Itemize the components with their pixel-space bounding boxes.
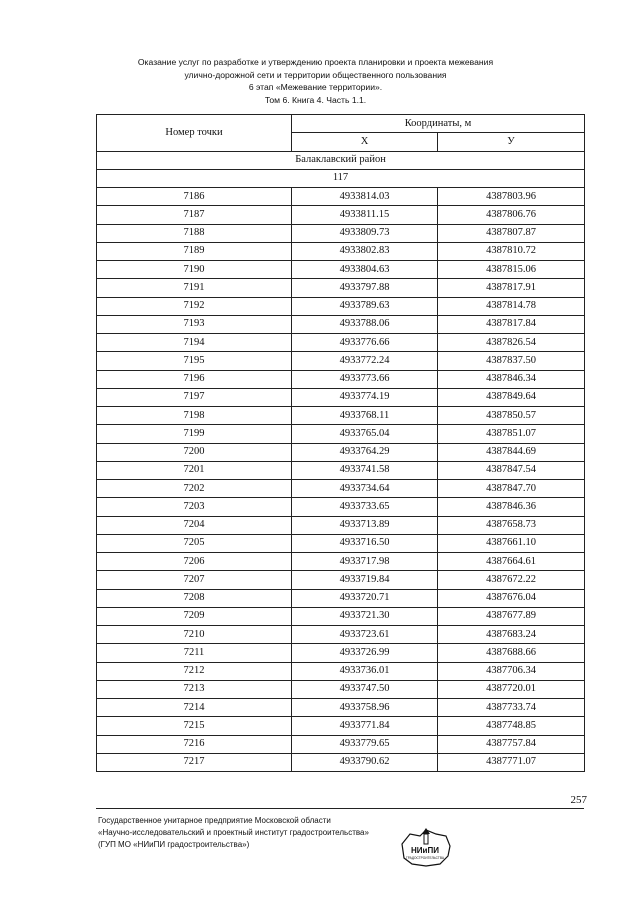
table-row — [97, 717, 585, 735]
table-row — [97, 589, 585, 607]
y-coordinate-cell: 4387847.70 — [438, 480, 585, 498]
x-coordinate-cell: 4933758.96 — [292, 699, 438, 717]
column-header-x: Х — [292, 133, 438, 151]
footer-divider — [96, 808, 584, 809]
point-number-cell: 7197 — [97, 388, 292, 406]
x-coordinate-cell: 4933790.62 — [292, 753, 438, 771]
logo-subtext: ГРАДОСТРОИТЕЛЬСТВА — [406, 856, 444, 860]
institute-logo-icon — [396, 826, 454, 868]
y-coordinate-cell: 4387810.72 — [438, 242, 585, 260]
document-footer — [98, 815, 369, 851]
point-number-cell: 7207 — [97, 571, 292, 589]
point-number-cell: 7208 — [97, 589, 292, 607]
point-number-cell: 7193 — [97, 315, 292, 333]
point-number-cell: 7201 — [97, 461, 292, 479]
y-coordinate-cell: 4387720.01 — [438, 680, 585, 698]
x-coordinate-cell: 4933779.65 — [292, 735, 438, 753]
x-coordinate-cell: 4933802.83 — [292, 242, 438, 260]
x-coordinate-cell: 4933768.11 — [292, 407, 438, 425]
y-coordinate-cell: 4387748.85 — [438, 717, 585, 735]
table-row — [97, 315, 585, 333]
y-coordinate-cell: 4387844.69 — [438, 443, 585, 461]
y-coordinate-cell: 4387803.96 — [438, 188, 585, 206]
footer-line-1: Государственное унитарное предприятие Московской области — [98, 816, 331, 825]
y-coordinate-cell: 4387771.07 — [438, 753, 585, 771]
y-coordinate-cell: 4387814.78 — [438, 297, 585, 315]
table-row — [97, 461, 585, 479]
y-coordinate-cell: 4387849.64 — [438, 388, 585, 406]
point-number-cell: 7211 — [97, 644, 292, 662]
table-row — [97, 553, 585, 571]
table-row — [97, 297, 585, 315]
x-coordinate-cell: 4933764.29 — [292, 443, 438, 461]
y-coordinate-cell: 4387847.54 — [438, 461, 585, 479]
point-number-cell: 7209 — [97, 607, 292, 625]
x-coordinate-cell: 4933788.06 — [292, 315, 438, 333]
table-row — [97, 644, 585, 662]
y-coordinate-cell: 4387664.61 — [438, 553, 585, 571]
y-coordinate-cell: 4387837.50 — [438, 352, 585, 370]
y-coordinate-cell: 4387672.22 — [438, 571, 585, 589]
table-row — [97, 352, 585, 370]
coordinates-table — [96, 114, 585, 772]
table-row — [97, 242, 585, 260]
x-coordinate-cell: 4933774.19 — [292, 388, 438, 406]
y-coordinate-cell: 4387676.04 — [438, 589, 585, 607]
table-row — [97, 534, 585, 552]
table-row — [97, 206, 585, 224]
table-row — [97, 699, 585, 717]
x-coordinate-cell: 4933713.89 — [292, 516, 438, 534]
point-number-cell: 7205 — [97, 534, 292, 552]
section-row: 117 — [97, 169, 585, 187]
x-coordinate-cell: 4933726.99 — [292, 644, 438, 662]
table-row — [97, 443, 585, 461]
point-number-cell: 7188 — [97, 224, 292, 242]
y-coordinate-cell: 4387846.36 — [438, 498, 585, 516]
x-coordinate-cell: 4933721.30 — [292, 607, 438, 625]
x-coordinate-cell: 4933741.58 — [292, 461, 438, 479]
point-number-cell: 7186 — [97, 188, 292, 206]
point-number-cell: 7187 — [97, 206, 292, 224]
table-row — [97, 626, 585, 644]
x-coordinate-cell: 4933814.03 — [292, 188, 438, 206]
table-row — [97, 370, 585, 388]
y-coordinate-cell: 4387851.07 — [438, 425, 585, 443]
x-coordinate-cell: 4933797.88 — [292, 279, 438, 297]
y-coordinate-cell: 4387815.06 — [438, 261, 585, 279]
point-number-cell: 7189 — [97, 242, 292, 260]
point-number-cell: 7210 — [97, 626, 292, 644]
x-coordinate-cell: 4933776.66 — [292, 334, 438, 352]
document-header — [0, 56, 631, 106]
y-coordinate-cell: 4387683.24 — [438, 626, 585, 644]
x-coordinate-cell: 4933789.63 — [292, 297, 438, 315]
x-coordinate-cell: 4933723.61 — [292, 626, 438, 644]
x-coordinate-cell: 4933736.01 — [292, 662, 438, 680]
point-number-cell: 7217 — [97, 753, 292, 771]
y-coordinate-cell: 4387850.57 — [438, 407, 585, 425]
point-number-cell: 7198 — [97, 407, 292, 425]
table-row — [97, 388, 585, 406]
x-coordinate-cell: 4933716.50 — [292, 534, 438, 552]
y-coordinate-cell: 4387706.34 — [438, 662, 585, 680]
table-row — [97, 571, 585, 589]
x-coordinate-cell: 4933747.50 — [292, 680, 438, 698]
y-coordinate-cell: 4387658.73 — [438, 516, 585, 534]
y-coordinate-cell: 4387817.84 — [438, 315, 585, 333]
table-row — [97, 188, 585, 206]
logo-text: НИиПИ — [411, 846, 439, 855]
x-coordinate-cell: 4933719.84 — [292, 571, 438, 589]
y-coordinate-cell: 4387826.54 — [438, 334, 585, 352]
y-coordinate-cell: 4387677.89 — [438, 607, 585, 625]
point-number-cell: 7212 — [97, 662, 292, 680]
page-number: 257 — [570, 794, 587, 806]
x-coordinate-cell: 4933717.98 — [292, 553, 438, 571]
table-row — [97, 735, 585, 753]
point-number-cell: 7202 — [97, 480, 292, 498]
column-header-y: У — [438, 133, 585, 151]
x-coordinate-cell: 4933733.65 — [292, 498, 438, 516]
header-line-2: улично-дорожной сети и территории общественного пользования — [184, 69, 447, 80]
point-number-cell: 7200 — [97, 443, 292, 461]
column-header-point-number: Номер точки — [97, 115, 292, 152]
table-row — [97, 224, 585, 242]
table-row — [97, 680, 585, 698]
column-header-coordinates: Координаты, м — [292, 115, 585, 133]
point-number-cell: 7195 — [97, 352, 292, 370]
point-number-cell: 7204 — [97, 516, 292, 534]
y-coordinate-cell: 4387807.87 — [438, 224, 585, 242]
x-coordinate-cell: 4933772.24 — [292, 352, 438, 370]
header-line-1: Оказание услуг по разработке и утверждению проекта планировки и проекта межевания — [137, 57, 494, 67]
y-coordinate-cell: 4387806.76 — [438, 206, 585, 224]
point-number-cell: 7199 — [97, 425, 292, 443]
y-coordinate-cell: 4387757.84 — [438, 735, 585, 753]
x-coordinate-cell: 4933765.04 — [292, 425, 438, 443]
table-row — [97, 480, 585, 498]
table-row — [97, 607, 585, 625]
point-number-cell: 7190 — [97, 261, 292, 279]
header-line-4: Том 6. Книга 4. Часть 1.1. — [264, 94, 367, 105]
footer-line-3: (ГУП МО «НИиПИ градостроительства») — [98, 840, 250, 849]
point-number-cell: 7216 — [97, 735, 292, 753]
x-coordinate-cell: 4933773.66 — [292, 370, 438, 388]
district-row: Балаклавский район — [97, 151, 585, 169]
y-coordinate-cell: 4387817.91 — [438, 279, 585, 297]
table-row — [97, 662, 585, 680]
table-row — [97, 516, 585, 534]
point-number-cell: 7196 — [97, 370, 292, 388]
header-line-3: 6 этап «Межевание территории». — [248, 82, 383, 92]
point-number-cell: 7194 — [97, 334, 292, 352]
x-coordinate-cell: 4933771.84 — [292, 717, 438, 735]
y-coordinate-cell: 4387733.74 — [438, 699, 585, 717]
y-coordinate-cell: 4387688.66 — [438, 644, 585, 662]
x-coordinate-cell: 4933804.63 — [292, 261, 438, 279]
table-row — [97, 425, 585, 443]
x-coordinate-cell: 4933811.15 — [292, 206, 438, 224]
table-row — [97, 407, 585, 425]
point-number-cell: 7206 — [97, 553, 292, 571]
table-row — [97, 753, 585, 771]
y-coordinate-cell: 4387661.10 — [438, 534, 585, 552]
table-row — [97, 498, 585, 516]
x-coordinate-cell: 4933734.64 — [292, 480, 438, 498]
point-number-cell: 7191 — [97, 279, 292, 297]
point-number-cell: 7213 — [97, 680, 292, 698]
point-number-cell: 7192 — [97, 297, 292, 315]
footer-line-2: «Научно-исследовательский и проектный институт градостроительства» — [98, 828, 369, 837]
point-number-cell: 7215 — [97, 717, 292, 735]
x-coordinate-cell: 4933809.73 — [292, 224, 438, 242]
point-number-cell: 7214 — [97, 699, 292, 717]
x-coordinate-cell: 4933720.71 — [292, 589, 438, 607]
table-row — [97, 261, 585, 279]
table-row — [97, 334, 585, 352]
table-row — [97, 279, 585, 297]
point-number-cell: 7203 — [97, 498, 292, 516]
y-coordinate-cell: 4387846.34 — [438, 370, 585, 388]
